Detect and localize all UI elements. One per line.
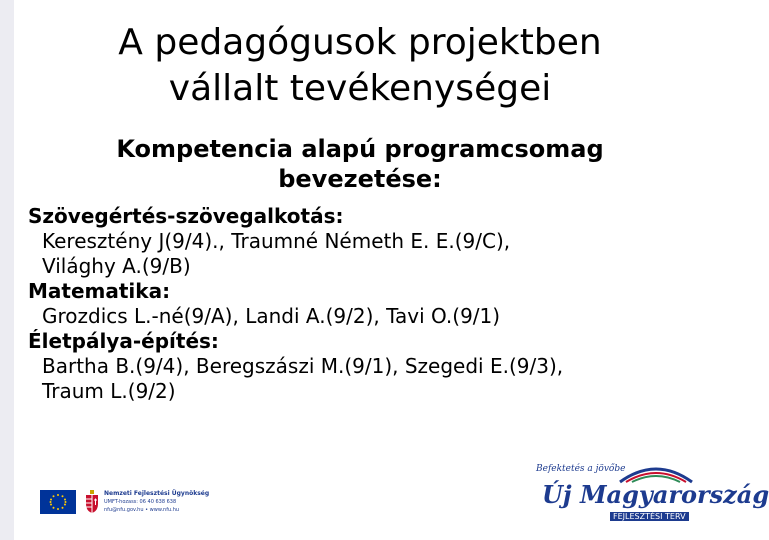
subtitle-line-2: bevezetése: (278, 165, 442, 193)
subtitle-line-1: Kompetencia alapú programcsomag (116, 135, 604, 163)
agency-web-line: nfu@nfu.gov.hu • www.nfu.hu (104, 507, 180, 513)
logo-subtitle: FEJLESZTÉSI TERV (610, 512, 689, 521)
title-line-1: A pedagógusok projektben (118, 22, 602, 63)
section-heading: Matematika: (28, 279, 171, 303)
slide-body (28, 204, 708, 404)
eu-flag-icon (40, 490, 76, 514)
slide-title (30, 20, 690, 112)
agency-text (104, 490, 209, 514)
section-heading: Életpálya-építés: (28, 329, 219, 353)
agency-name: Nemzeti Fejlesztési Ügynökség (104, 490, 210, 497)
section-line: Grozdics L.-né(9/A), Landi A.(9/2), Tavi O.(9/1) (42, 304, 501, 328)
agency-contact-line: UMFT-hozass: 06 40 638 638 (104, 499, 177, 505)
hungarian-coat-of-arms-icon (84, 490, 100, 514)
section-reading-writing (28, 204, 708, 279)
section-mathematics (28, 279, 708, 329)
logo-tagline: Befektetés a jövőbe (536, 464, 626, 474)
left-accent-bar (0, 0, 14, 540)
logo-name: Új Magyarország (542, 480, 769, 509)
section-line: Keresztény J(9/4)., Traumné Németh E. E.(9/C), (42, 229, 511, 253)
section-line: Világhy A.(9/B) (42, 254, 191, 278)
section-career-building (28, 329, 708, 404)
uj-magyarorszag-logo (536, 458, 769, 528)
section-heading: Szövegértés-szövegalkotás: (28, 204, 344, 228)
title-line-2: vállalt tevékenységei (168, 68, 552, 109)
slide-footer (40, 458, 769, 528)
section-line: Traum L.(9/2) (42, 379, 176, 403)
section-line: Bartha B.(9/4), Beregszászi M.(9/1), Szegedi E.(9/3), (42, 354, 564, 378)
slide-subtitle (30, 134, 690, 194)
